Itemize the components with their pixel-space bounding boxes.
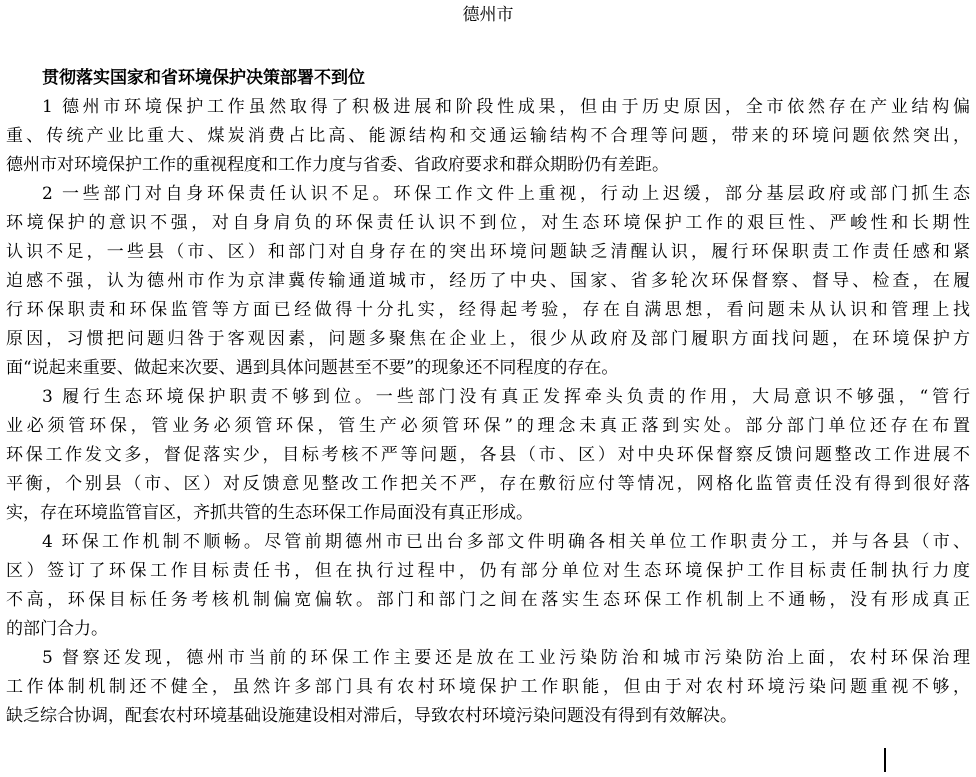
paragraph-line: 德州市对环境保护工作的重视程度和工作力度与省委、省政府要求和群众期盼仍有差距。: [6, 155, 669, 175]
paragraph-line: 迫感不强，认为德州市作为京津冀传输通道城市，经历了中央、国家、省多轮次环保督察、督导、检查，在履: [6, 271, 970, 291]
document-body: [6, 64, 970, 731]
paragraph-line: 1 德州市环境保护工作虽然取得了积极进展和阶段性成果，但由于历史原因，全市依然存在产业结构偏: [42, 97, 970, 117]
paragraph-4: [6, 528, 970, 644]
paragraph-line: 不高，环保目标任务考核机制偏宽偏软。部门和部门之间在落实生态环保工作机制上不通畅，没有形成真正: [6, 590, 970, 610]
paragraph-3: [6, 383, 970, 528]
paragraph-line: 2 一些部门对自身环保责任认识不足。环保工作文件上重视，行动上迟缓，部分基层政府或部门抓生态: [42, 184, 970, 204]
paragraph-line: 3 履行生态环境保护职责不够到位。一些部门没有真正发挥牵头负责的作用，大局意识不够强，“管行: [42, 387, 970, 407]
paragraph-1: [6, 93, 970, 180]
paragraph-line: 面“说起来重要、做起来次要、遇到具体问题甚至不要”的现象还不同程度的存在。: [6, 358, 619, 378]
paragraph-line: 业必须管环保，管业务必须管环保，管生产必须管环保”的理念未真正落到实处。部分部门单位还存在布置: [6, 416, 970, 436]
page-title: 德州市: [462, 5, 514, 25]
paragraph-line: 环境保护的意识不强，对自身肩负的环保责任认识不到位，对生态环境保护工作的艰巨性、严峻性和长期性: [6, 213, 970, 233]
paragraph-2: [6, 180, 970, 383]
paragraph-line: 5 督察还发现，德州市当前的环保工作主要还是放在工业污染防治和城市污染防治上面，农村环保治理: [42, 648, 970, 668]
paragraph-5: [6, 644, 970, 731]
paragraph-list: [6, 93, 970, 731]
paragraph-line: 重、传统产业比重大、煤炭消费占比高、能源结构和交通运输结构不合理等问题，带来的环境问题依然突出，: [6, 126, 970, 146]
paragraph-line: 工作体制机制还不健全，虽然许多部门具有农村环境保护工作职能，但由于对农村环境污染问题重视不够，: [6, 677, 970, 697]
paragraph-line: 实，存在环境监管盲区，齐抓共管的生态环保工作局面没有真正形成。: [6, 503, 533, 523]
paragraph-line: 原因，习惯把问题归咎于客观因素，问题多聚焦在企业上，很少从政府及部门履职方面找问题，在环境保护方: [6, 329, 970, 349]
text-cursor: [884, 748, 886, 772]
paragraph-line: 平衡，个别县（市、区）对反馈意见整改工作把关不严，存在敷衍应付等情况，网格化监管责任没有得到很好落: [6, 474, 970, 494]
section-heading: 贯彻落实国家和省环境保护决策部署不到位: [42, 68, 365, 88]
paragraph-line: 认识不足，一些县（市、区）和部门对自身存在的突出环境问题缺乏清醒认识，履行环保职责工作责任感和紧: [6, 242, 970, 262]
paragraph-line: 区）签订了环保工作目标责任书，但在执行过程中，仍有部分单位对生态环境保护工作目标责任制执行力度: [6, 561, 970, 581]
paragraph-line: 缺乏综合协调，配套农村环境基础设施建设相对滞后，导致农村环境污染问题没有得到有效解决。: [6, 706, 737, 726]
paragraph-line: 的部门合力。: [6, 619, 108, 639]
paragraph-line: 行环保职责和环保监管等方面已经做得十分扎实，经得起考验，存在自满思想，看问题未从认识和管理上找: [6, 300, 970, 320]
paragraph-line: 环保工作发文多，督促落实少，目标考核不严等问题，各县（市、区）对中央环保督察反馈问题整改工作进展不: [6, 445, 970, 465]
paragraph-line: 4 环保工作机制不顺畅。尽管前期德州市已出台多部文件明确各相关单位工作职责分工，并与各县（市、: [42, 532, 970, 552]
